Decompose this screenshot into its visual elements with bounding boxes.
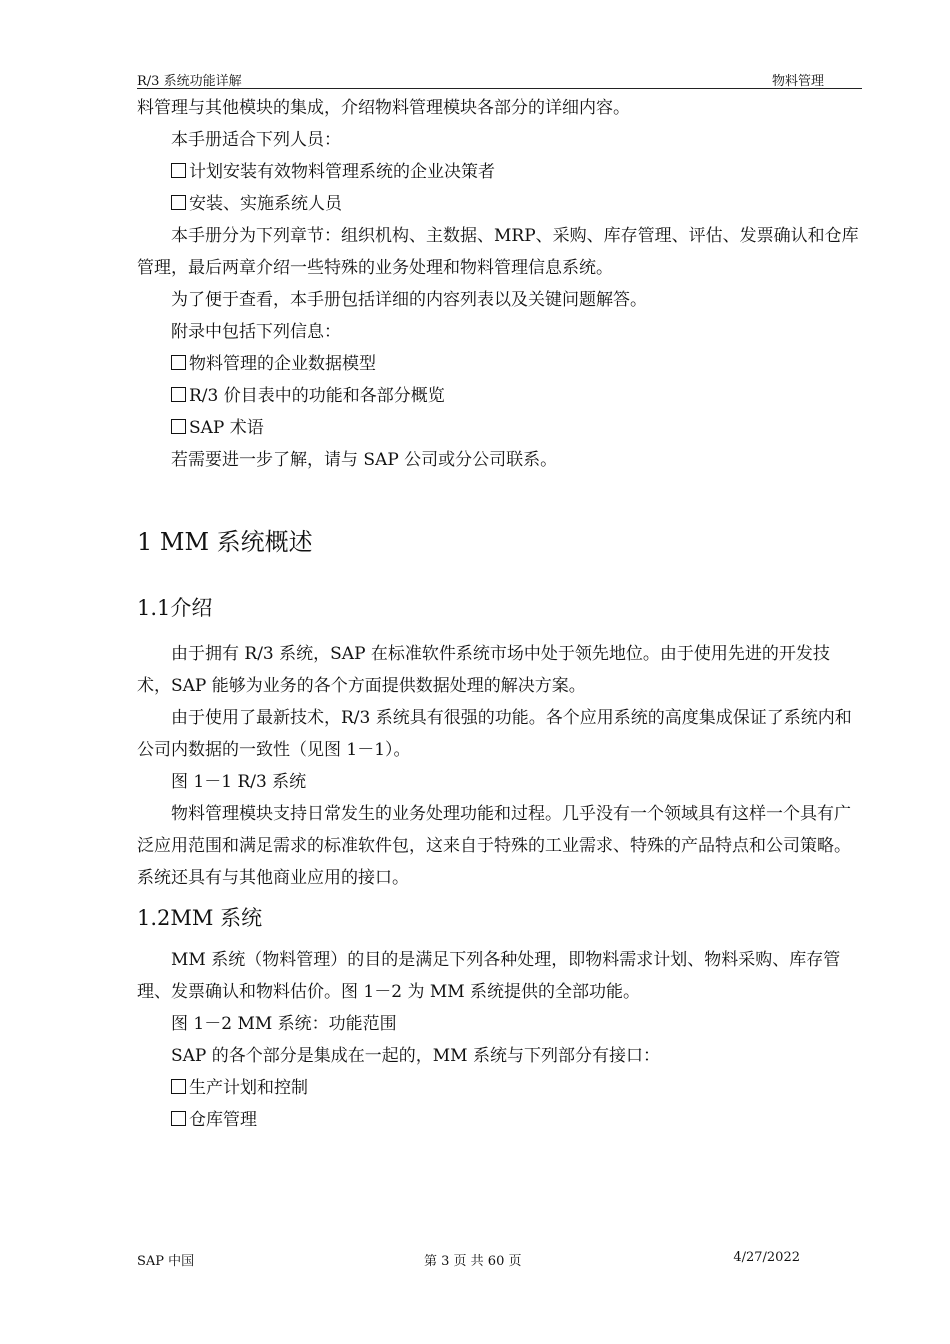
list-item: 生产计划和控制 (137, 1072, 862, 1104)
checkbox-bullet-icon (171, 195, 186, 210)
figure-caption: 图 1－2 MM 系统：功能范围 (171, 1014, 397, 1034)
section-1-2-heading: 1.2MM 系统 (137, 906, 263, 930)
section-1-1-paragraph: 由于使用了最新技术，R/3 系统具有很强的功能。各个应用系统的高度集成保证了系统内和公司内数据的一致性（见图 1－1）。 (137, 708, 852, 760)
page-number: 第 3 页 共 60 页 (424, 1254, 522, 1269)
header-title: R/3 系统功能详解 (137, 74, 242, 89)
checkbox-bullet-icon (171, 163, 186, 178)
list-item: 安装、实施系统人员 (137, 188, 862, 220)
page-header (137, 70, 862, 89)
section-1-heading: 1 MM 系统概述 (137, 528, 313, 556)
checkbox-bullet-icon (171, 355, 186, 370)
list-item: 仓库管理 (137, 1104, 862, 1136)
footer-date: 4/27/2022 (733, 1250, 800, 1265)
contact-paragraph: 若需要进一步了解，请与 SAP 公司或分公司联系。 (171, 450, 558, 470)
page-body (137, 92, 862, 1136)
section-1-2-paragraph: MM 系统（物料管理）的目的是满足下列各种处理，即物料需求计划、物料采购、库存管理、发票确认和物料估价。图 1－2 为 MM 系统提供的全部功能。 (137, 950, 841, 1002)
section-1-1-paragraph: 由于拥有 R/3 系统，SAP 在标准软件系统市场中处于领先地位。由于使用先进的开发技术，SAP 能够为业务的各个方面提供数据处理的解决方案。 (137, 644, 830, 696)
list-item: R/3 价目表中的功能和各部分概览 (137, 380, 862, 412)
section-1-1-paragraph: 物料管理模块支持日常发生的业务处理功能和过程。几乎没有一个领域具有这样一个具有广泛应用范围和满足需求的标准软件包，这来自于特殊的工业需求、特殊的产品特点和公司策略。系统还具有与其他商业应用的接口。 (137, 804, 851, 888)
footer-company: SAP 中国 (137, 1254, 195, 1269)
section-1-2-paragraph: SAP 的各个部分是集成在一起的，MM 系统与下列部分有接口： (171, 1046, 660, 1066)
chapters-paragraph: 本手册分为下列章节：组织机构、主数据、MRP、采购、库存管理、评估、发票确认和仓库管理，最后两章介绍一些特殊的业务处理和物料管理信息系统。 (137, 226, 859, 278)
list-item: 计划安装有效物料管理系统的企业决策者 (137, 156, 862, 188)
list-item: 物料管理的企业数据模型 (137, 348, 862, 380)
checkbox-bullet-icon (171, 419, 186, 434)
list-item: SAP 术语 (137, 412, 862, 444)
header-module: 物料管理 (771, 74, 824, 89)
checkbox-bullet-icon (171, 387, 186, 402)
appendix-intro: 附录中包括下列信息： (171, 322, 341, 342)
checkbox-bullet-icon (171, 1079, 186, 1094)
lookup-paragraph: 为了便于查看，本手册包括详细的内容列表以及关键问题解答。 (171, 290, 647, 310)
checkbox-bullet-icon (171, 1111, 186, 1126)
figure-caption: 图 1－1 R/3 系统 (171, 772, 307, 792)
audience-intro: 本手册适合下列人员： (171, 130, 341, 150)
section-1-1-heading: 1.1介绍 (137, 596, 213, 620)
intro-continuation: 料管理与其他模块的集成，介绍物料管理模块各部分的详细内容。 (137, 98, 630, 118)
